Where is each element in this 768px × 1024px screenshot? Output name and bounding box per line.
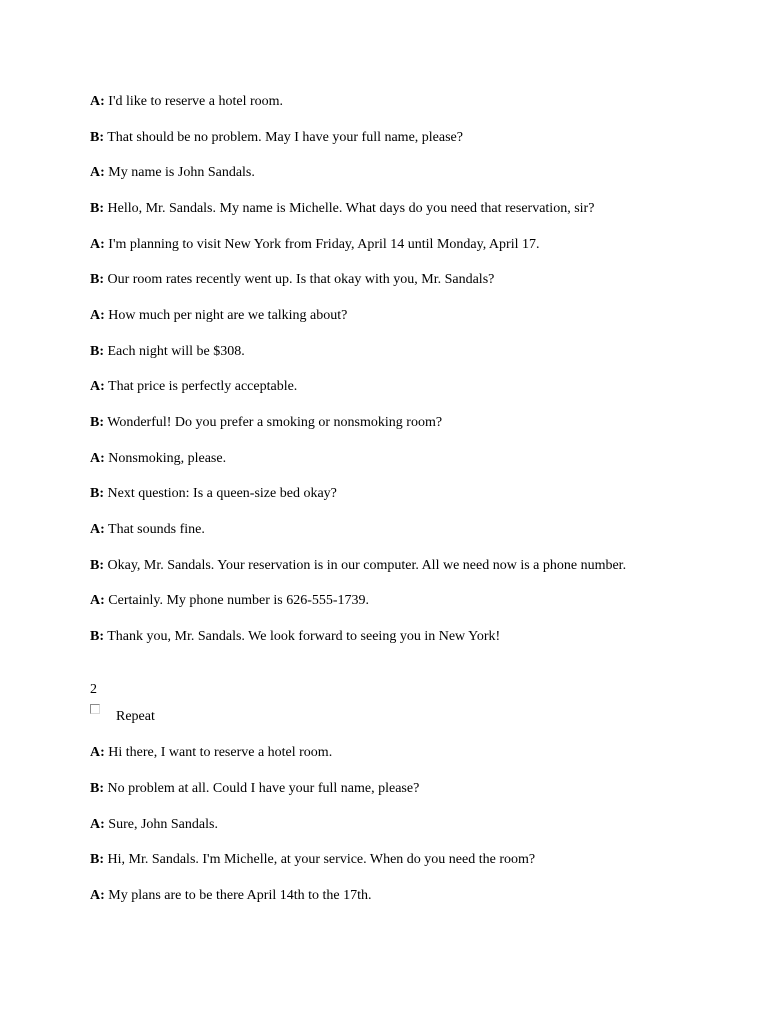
dialogue-line xyxy=(90,521,205,539)
speaker-label: B: xyxy=(90,486,104,501)
dialogue-text: I'm planning to visit New York from Friday, April 14 until Monday, April 17. xyxy=(108,237,540,252)
speaker-label: A: xyxy=(90,237,105,252)
dialogue-line xyxy=(90,485,337,503)
dialogue-text: Okay, Mr. Sandals. Your reservation is in our computer. All we need now is a phone number. xyxy=(107,558,627,573)
dialogue-text: How much per night are we talking about? xyxy=(108,308,348,323)
speaker-label: A: xyxy=(90,379,105,394)
dialogue-line xyxy=(90,343,245,361)
dialogue-line xyxy=(90,628,500,646)
dialogue-text: That price is perfectly acceptable. xyxy=(108,379,298,394)
speaker-label: B: xyxy=(90,415,104,430)
speaker-label: A: xyxy=(90,451,105,466)
section-number: 2 xyxy=(90,682,97,697)
dialogue-text: No problem at all. Could I have your full name, please? xyxy=(107,781,420,796)
dialogue-text: That sounds fine. xyxy=(108,522,205,537)
repeat-label: Repeat xyxy=(116,709,155,724)
dialogue-line xyxy=(90,93,283,111)
dialogue-text: Next question: Is a queen-size bed okay? xyxy=(107,486,337,501)
repeat-checkbox[interactable] xyxy=(90,704,100,714)
dialogue-line xyxy=(90,557,626,575)
speaker-label: A: xyxy=(90,165,105,180)
dialogue-text: Hi, Mr. Sandals. I'm Michelle, at your service. When do you need the room? xyxy=(107,852,536,867)
dialogue-text: Thank you, Mr. Sandals. We look forward to seeing you in New York! xyxy=(107,629,501,644)
dialogue-text: My name is John Sandals. xyxy=(108,165,255,180)
speaker-label: A: xyxy=(90,817,105,832)
speaker-label: A: xyxy=(90,308,105,323)
speaker-label: B: xyxy=(90,272,104,287)
speaker-label: B: xyxy=(90,852,104,867)
dialogue-text: Nonsmoking, please. xyxy=(108,451,227,466)
speaker-label: A: xyxy=(90,745,105,760)
dialogue-line xyxy=(90,378,297,396)
dialogue-text: Hello, Mr. Sandals. My name is Michelle. What days do you need that reservation, sir? xyxy=(107,201,595,216)
dialogue-line xyxy=(90,780,419,798)
speaker-label: B: xyxy=(90,130,104,145)
speaker-label: A: xyxy=(90,593,105,608)
dialogue-text: I'd like to reserve a hotel room. xyxy=(108,94,284,109)
dialogue-line xyxy=(90,414,442,432)
speaker-label: A: xyxy=(90,522,105,537)
speaker-label: B: xyxy=(90,781,104,796)
speaker-label: B: xyxy=(90,629,104,644)
dialogue-text: That should be no problem. May I have your full name, please? xyxy=(107,130,463,145)
dialogue-line xyxy=(90,744,332,762)
dialogue-line xyxy=(90,816,218,834)
dialogue-line xyxy=(90,887,372,905)
speaker-label: A: xyxy=(90,888,105,903)
dialogue-text: Sure, John Sandals. xyxy=(108,817,218,832)
dialogue-text: Wonderful! Do you prefer a smoking or nonsmoking room? xyxy=(107,415,443,430)
dialogue-line xyxy=(90,129,463,147)
dialogue-line xyxy=(90,236,539,254)
dialogue-line xyxy=(90,200,594,218)
dialogue-text: Each night will be $308. xyxy=(107,344,245,359)
dialogue-line xyxy=(90,307,347,325)
dialogue-text: Our room rates recently went up. Is that okay with you, Mr. Sandals? xyxy=(107,272,495,287)
dialogue-line xyxy=(90,450,226,468)
speaker-label: A: xyxy=(90,94,105,109)
dialogue-line xyxy=(90,851,535,869)
dialogue-text: My plans are to be there April 14th to the 17th. xyxy=(108,888,372,903)
dialogue-text: Hi there, I want to reserve a hotel room. xyxy=(108,745,333,760)
dialogue-line xyxy=(90,592,369,610)
speaker-label: B: xyxy=(90,201,104,216)
dialogue-text: Certainly. My phone number is 626-555-1739. xyxy=(108,593,370,608)
speaker-label: B: xyxy=(90,344,104,359)
dialogue-line xyxy=(90,271,494,289)
speaker-label: B: xyxy=(90,558,104,573)
dialogue-line xyxy=(90,164,255,182)
